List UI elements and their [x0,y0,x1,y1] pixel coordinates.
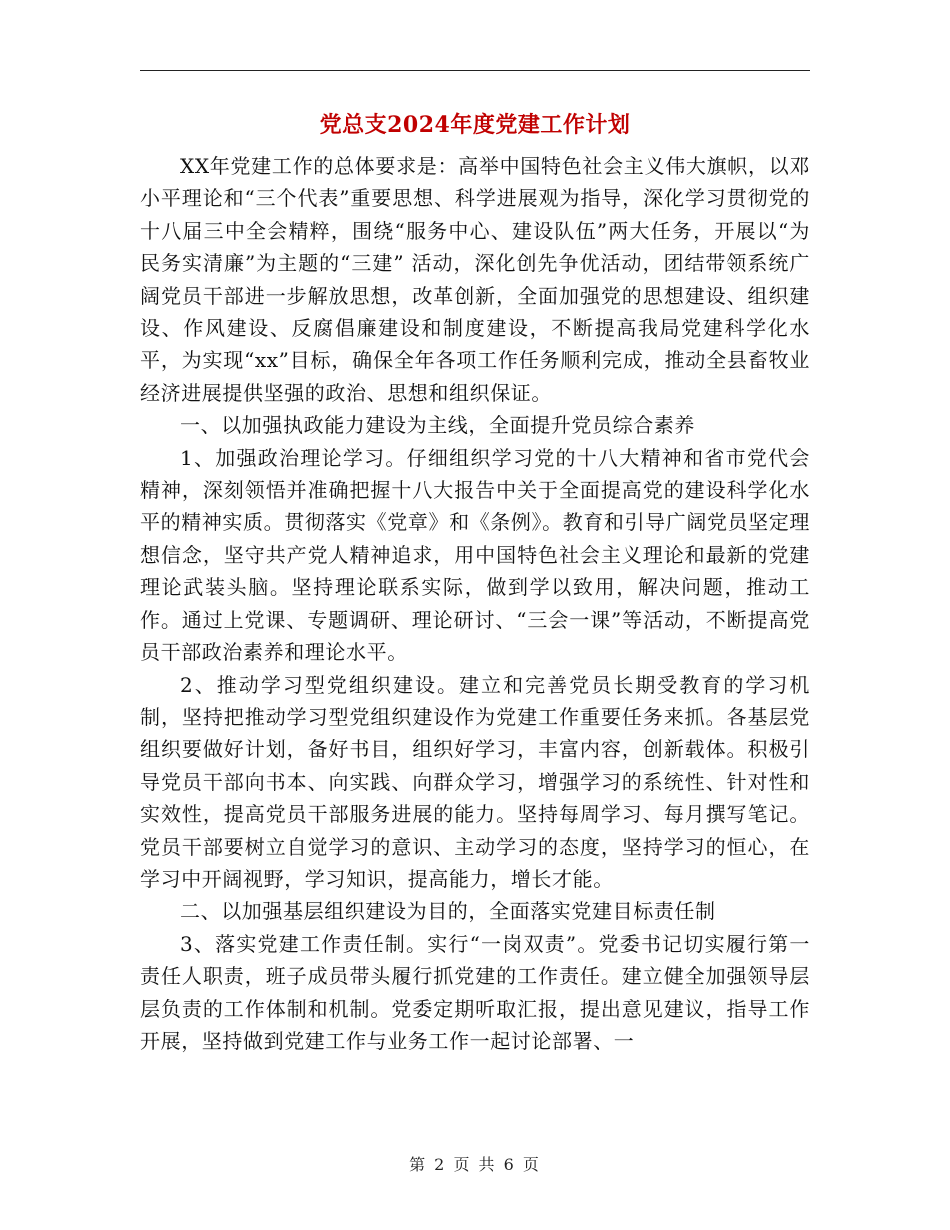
paragraph-intro: XX年党建工作的总体要求是：高举中国特色社会主义伟大旗帜，以邓小平理论和“三个代表”重要思想、科学进展观为指导，深化学习贯彻党的十八届三中全会精粹，围绕“服务中心、建设队伍”两大任务，开展以“为民务实清廉”为主题的“三建” 活动，深化创先争优活动，团结带领系统广阔党员干部进一步解放思想，改革创新，全面加强党的思想建设、组织建设、作风建设、反腐倡廉建设和制度建设，不断提高我局党建科学化水平，为实现“xx”目标，确保全年各项工作任务顺利完成，推动全县畜牧业经济进展提供坚强的政治、思想和组织保证。 [140,154,810,405]
section-heading-1: 一、以加强执政能力建设为主线，全面提升党员综合素养 [180,413,695,438]
document-title: 党总支2024年度党建工作计划 [319,112,631,138]
document-body [140,150,810,1057]
header-rule [140,70,810,71]
section-heading-2: 二、以加强基层组织建设为目的，全面落实党建目标责任制 [180,899,716,924]
paragraph-item-3: 3、落实党建工作责任制。实行“一岗双责”。党委书记切实履行第一责任人职责，班子成员带头履行抓党建的工作责任。建立健全加强领导层层负责的工作体制和机制。党委定期听取汇报，提出意见建议，指导工作开展，坚持做到党建工作与业务工作一起讨论部署、一 [140,931,810,1053]
paragraph-item-2: 2、推动学习型党组织建设。建立和完善党员长期受教育的学习机制，坚持把推动学习型党组织建设作为党建工作重要任务来抓。各基层党组织要做好计划，备好书目，组织好学习，丰富内容，创新载体。积极引导党员干部向书本、向实践、向群众学习，增强学习的系统性、针对性和实效性，提高党员干部服务进展的能力。坚持每周学习、每月撰写笔记。党员干部要树立自觉学习的意识、主动学习的态度，坚持学习的恒心，在学习中开阔视野，学习知识，提高能力，增长才能。 [140,672,810,891]
page-number-footer: 第 2 页 共 6 页 [409,1155,541,1174]
paragraph-item-1: 1、加强政治理论学习。仔细组织学习党的十八大精神和省市党代会精神，深刻领悟并准确把握十八大报告中关于全面提高党的建设科学化水平的精神实质。贯彻落实《党章》和《条例》。教育和引导广阔党员坚定理想信念，坚守共产党人精神追求，用中国特色社会主义理论和最新的党建理论武装头脑。坚持理论联系实际，做到学以致用，解决问题，推动工作。通过上党课、专题调研、理论研讨、“三会一课”等活动，不断提高党员干部政治素养和理论水平。 [140,445,810,665]
